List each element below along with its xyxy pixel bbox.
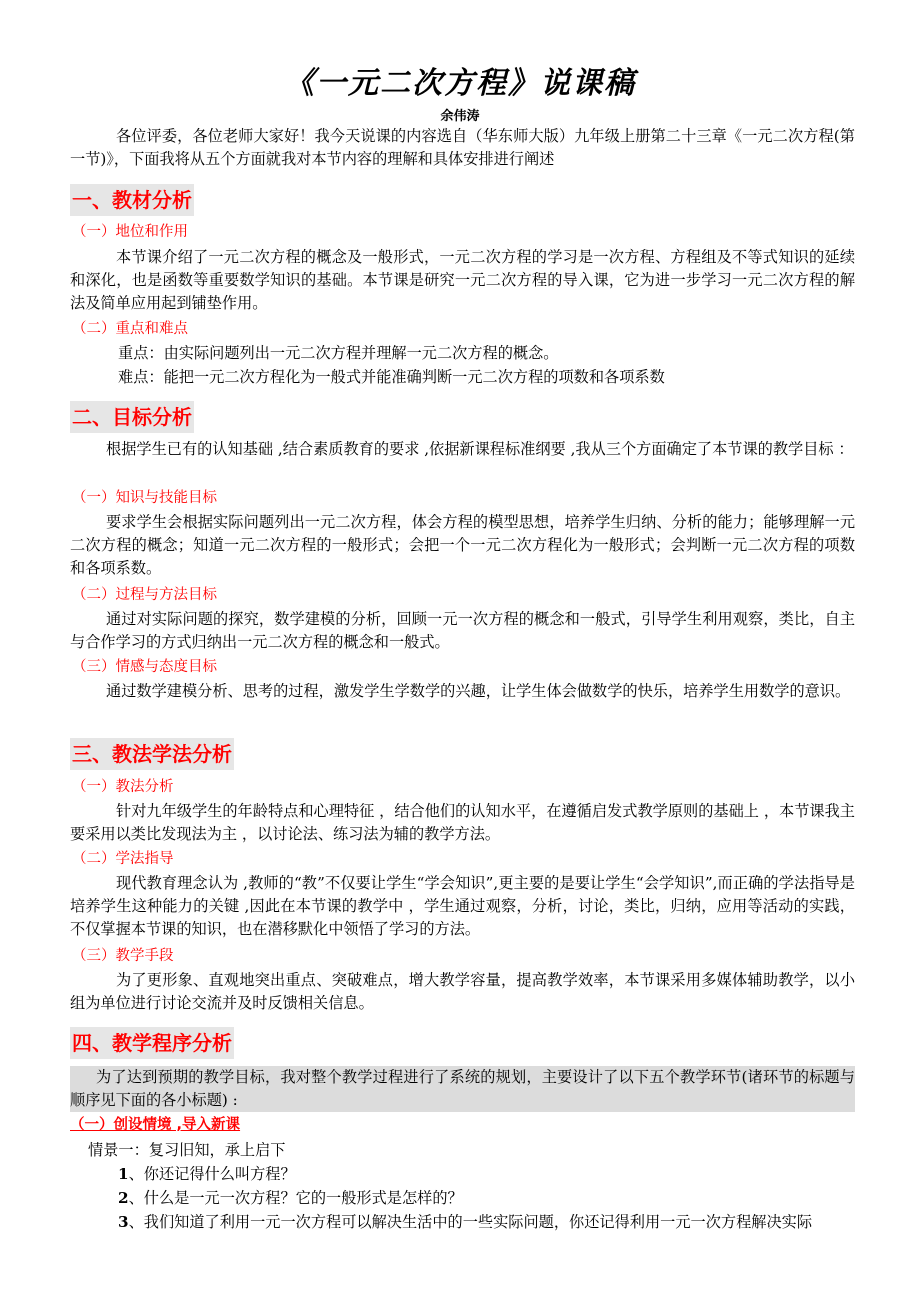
subheading-4-1: （一）创设情境 ,导入新课 xyxy=(70,1117,241,1133)
paragraph-1-1: 本节课介绍了一元二次方程的概念及一般形式，一元二次方程的学习是一次方程、方程组及不等式知识的延续和深化，也是函数等重要数学知识的基础。本节课是研究一元二次方程的导入课，它为进一步学习一元二次方程的解法及简单应用起到铺垫作用。 xyxy=(70,248,855,312)
section-heading-1: 一、教材分析 xyxy=(70,184,194,216)
list-item-number: 1 xyxy=(118,1165,129,1183)
list-item xyxy=(118,1163,296,1186)
list-item-text: 、你还记得什么叫方程？ xyxy=(128,1165,296,1183)
list-item xyxy=(118,1187,463,1210)
section-heading-4: 四、教学程序分析 xyxy=(70,1027,234,1059)
list-item-number: 2 xyxy=(118,1189,129,1207)
paragraph-2-1: 要求学生会根据实际问题列出一元二次方程，体会方程的模型思想，培养学生归纳、分析的能力；能够理解一元二次方程的概念；知道一元二次方程的一般形式；会把一个一元二次方程化为一般形式；会判断一元二次方程的项数和各项系数。 xyxy=(70,513,855,577)
subheading-2-2: （二）过程与方法目标 xyxy=(72,587,217,603)
list-item-number: 3 xyxy=(118,1213,129,1231)
subheading-2-1: （一）知识与技能目标 xyxy=(72,490,217,506)
list-item-text: 、我们知道了利用一元一次方程可以解决生活中的一些实际问题，你还记得利用一元一次方程解决实际 xyxy=(128,1213,813,1231)
subheading-3-2: （二）学法指导 xyxy=(72,851,174,867)
subheading-3-3: （三）教学手段 xyxy=(72,948,174,964)
list-item xyxy=(118,1211,812,1234)
intro-paragraph: 各位评委，各位老师大家好！我今天说课的内容选自（华东师大版）九年级上册第二十三章《一元二次方程(第一节)》，下面我将从五个方面就我对本节内容的理解和具体安排进行阐述 xyxy=(70,127,855,168)
subheading-2-3: （三）情感与态度目标 xyxy=(72,659,217,675)
paragraph-2-3: 通过数学建模分析、思考的过程，激发学生学数学的兴趣，让学生体会做数学的快乐，培养学生用数学的意识。 xyxy=(106,682,851,700)
paragraph-4-0: 为了达到预期的教学目标，我对整个教学过程进行了系统的规划，主要设计了以下五个教学环节(诸环节的标题与顺序见下面的各小标题) : xyxy=(70,1066,855,1112)
list-item-text: 、什么是一元一次方程？它的一般形式是怎样的？ xyxy=(128,1189,463,1207)
paragraph-2-0: 根据学生已有的认知基础 ,结合素质教育的要求 ,依据新课程标准纲要 ,我从三个方面确定了本节课的教学目标 ： xyxy=(106,440,854,458)
paragraph-3-2: 现代教育理念认为 ,教师的“教”不仅要让学生“学会知识”,更主要的是要让学生“会学知识”,而正确的学法指导是培养学生这种能力的关键 ,因此在本节课的教学中 ，学生通过观察，分析，讨论，类比，归纳，应用等活动的实践，不仅掌握本节课的知识，也在潜移默化中领悟了学习的方法。 xyxy=(70,874,855,938)
subheading-1-2: （二）重点和难点 xyxy=(72,321,188,337)
section-heading-2: 二、目标分析 xyxy=(70,401,194,433)
author-name: 余伟涛 xyxy=(440,109,480,124)
key-point: 重点：由实际问题列出一元二次方程并理解一元二次方程的概念。 xyxy=(118,344,559,362)
page-title: 《一元二次方程》说课稿 xyxy=(284,66,636,101)
paragraph-3-3: 为了更形象、直观地突出重点、突破难点，增大教学容量，提高教学效率，本节课采用多媒体辅助教学，以小组为单位进行讨论交流并及时反馈相关信息。 xyxy=(70,971,855,1012)
scene-label: 情景一：复习旧知，承上启下 xyxy=(88,1141,286,1159)
paragraph-2-2: 通过对实际问题的探究，数学建模的分析，回顾一元一次方程的概念和一般式，引导学生利用观察，类比，自主与合作学习的方式归纳出一元二次方程的概念和一般式。 xyxy=(70,610,855,651)
difficult-point: 难点：能把一元二次方程化为一般式并能准确判断一元二次方程的项数和各项系数 xyxy=(118,368,665,386)
section-heading-3: 三、教法学法分析 xyxy=(70,738,234,770)
subheading-3-1: （一）教法分析 xyxy=(72,779,174,795)
paragraph-3-1: 针对九年级学生的年龄特点和心理特征 ，结合他们的认知水平，在遵循启发式教学原则的基础上 ，本节课我主要采用以类比发现法为主 ，以讨论法、练习法为辅的教学方法。 xyxy=(70,802,855,843)
subheading-1-1: （一）地位和作用 xyxy=(72,224,188,240)
